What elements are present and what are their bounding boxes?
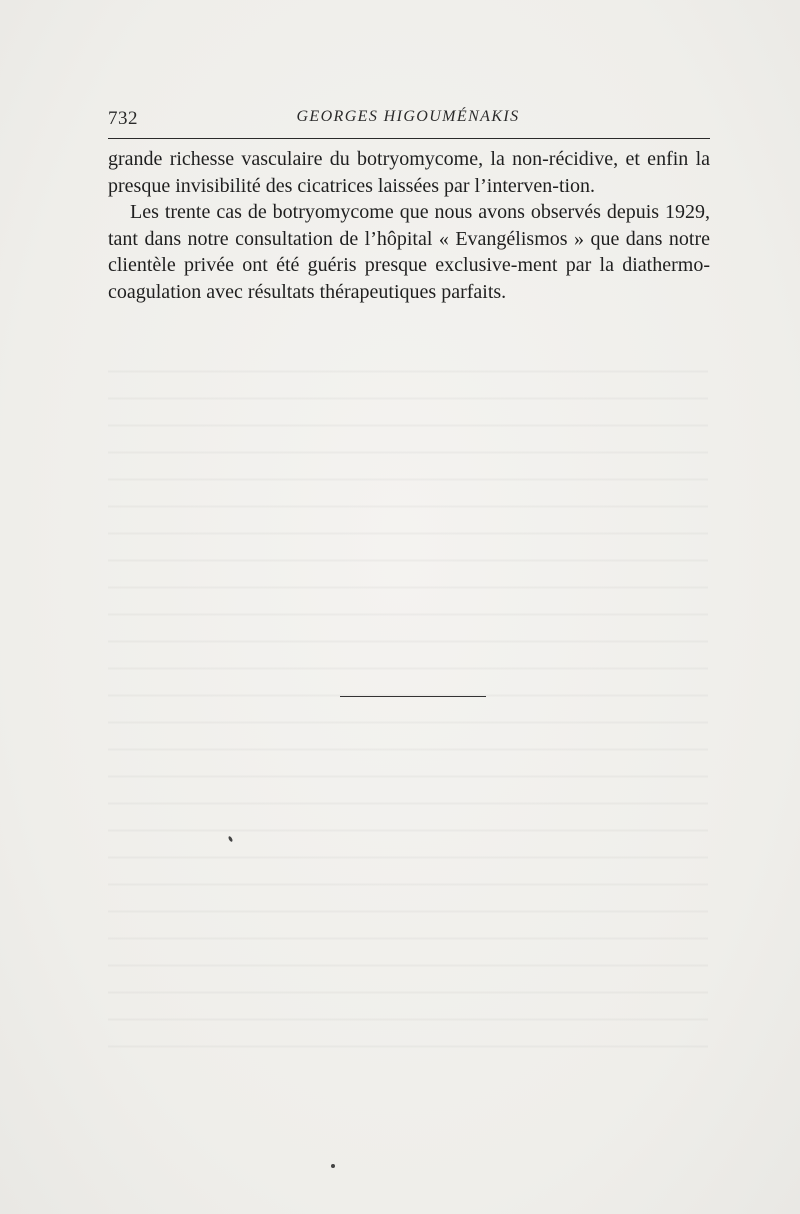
ink-speck	[331, 1164, 335, 1168]
body-text	[108, 146, 710, 305]
running-title: GEORGES HIGOUMÉNAKIS	[296, 108, 520, 125]
end-rule	[340, 696, 486, 697]
page-header	[108, 104, 708, 134]
show-through-text	[108, 350, 708, 1050]
page-number: 732	[108, 108, 138, 129]
header-rule	[108, 138, 710, 139]
paragraph-2: Les trente cas de botryomycome que nous avons observés depuis 1929, tant dans notre consultation de l’hôpital « Evangélismos » que dans notre clientèle privée ont été guéris presque exclusive-ment par la diathermo-coagulation avec résultats thérapeutiques parfaits.	[108, 201, 710, 303]
paragraph-1: grande richesse vasculaire du botryomycome, la non-récidive, et enfin la presque invisibilité des cicatrices laissées par l’interven-tion.	[108, 148, 710, 197]
